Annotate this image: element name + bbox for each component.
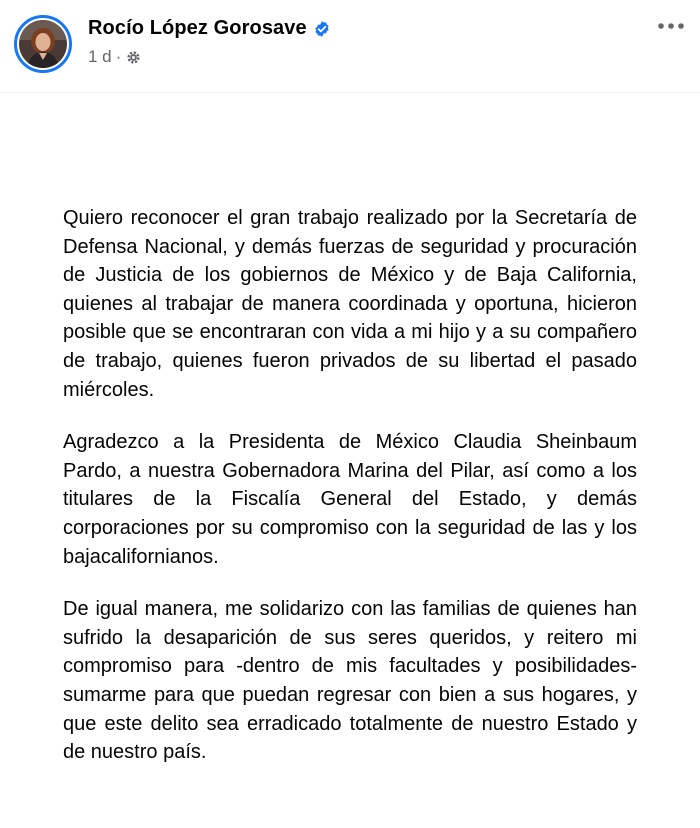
post-meta [88, 47, 141, 67]
author-row [88, 17, 331, 40]
gear-icon[interactable] [126, 50, 141, 65]
post-header [0, 0, 700, 92]
post-time[interactable]: 1 d [88, 47, 112, 66]
header-divider [0, 92, 700, 93]
author-name[interactable]: Rocío López Gorosave [88, 17, 307, 39]
more-options-icon [657, 22, 685, 30]
avatar-photo [19, 20, 67, 68]
verified-badge-icon [313, 20, 331, 38]
more-options-button[interactable] [656, 14, 686, 38]
author-avatar[interactable] [14, 15, 72, 73]
paragraph-2: Agradezco a la Presidenta de México Claudia Sheinbaum Pardo, a nuestra Gobernadora Marina del Pilar, así como a los titulares de la Fiscalía General del Estado, y demás corporaciones por su compromiso con la seguridad de las y los bajacalifornianos. [63, 431, 637, 568]
paragraph-3: De igual manera, me solidarizo con las familias de quienes han sufrido la desaparición de sus seres queridos, y reitero mi compromiso para -dentro de mis facultades y posibilidades- sumarme para que puedan regresar con bien a sus hogares, y que este delito sea erradicado totalmente de nuestro Estado y de nuestro país. [63, 598, 637, 764]
paragraph-1: Quiero reconocer el gran trabajo realizado por la Secretaría de Defensa Nacional, y demás fuerzas de seguridad y procuración de Justicia de los gobiernos de México y de Baja California, quienes al trabajar de manera coordinada y oportuna, hicieron posible que se encontraran con vida a mi hijo y a su compañero de trabajo, quienes fueron privados de su libertad el pasado miércoles. [63, 207, 637, 401]
post-body [63, 204, 637, 791]
meta-separator: · [115, 47, 122, 66]
